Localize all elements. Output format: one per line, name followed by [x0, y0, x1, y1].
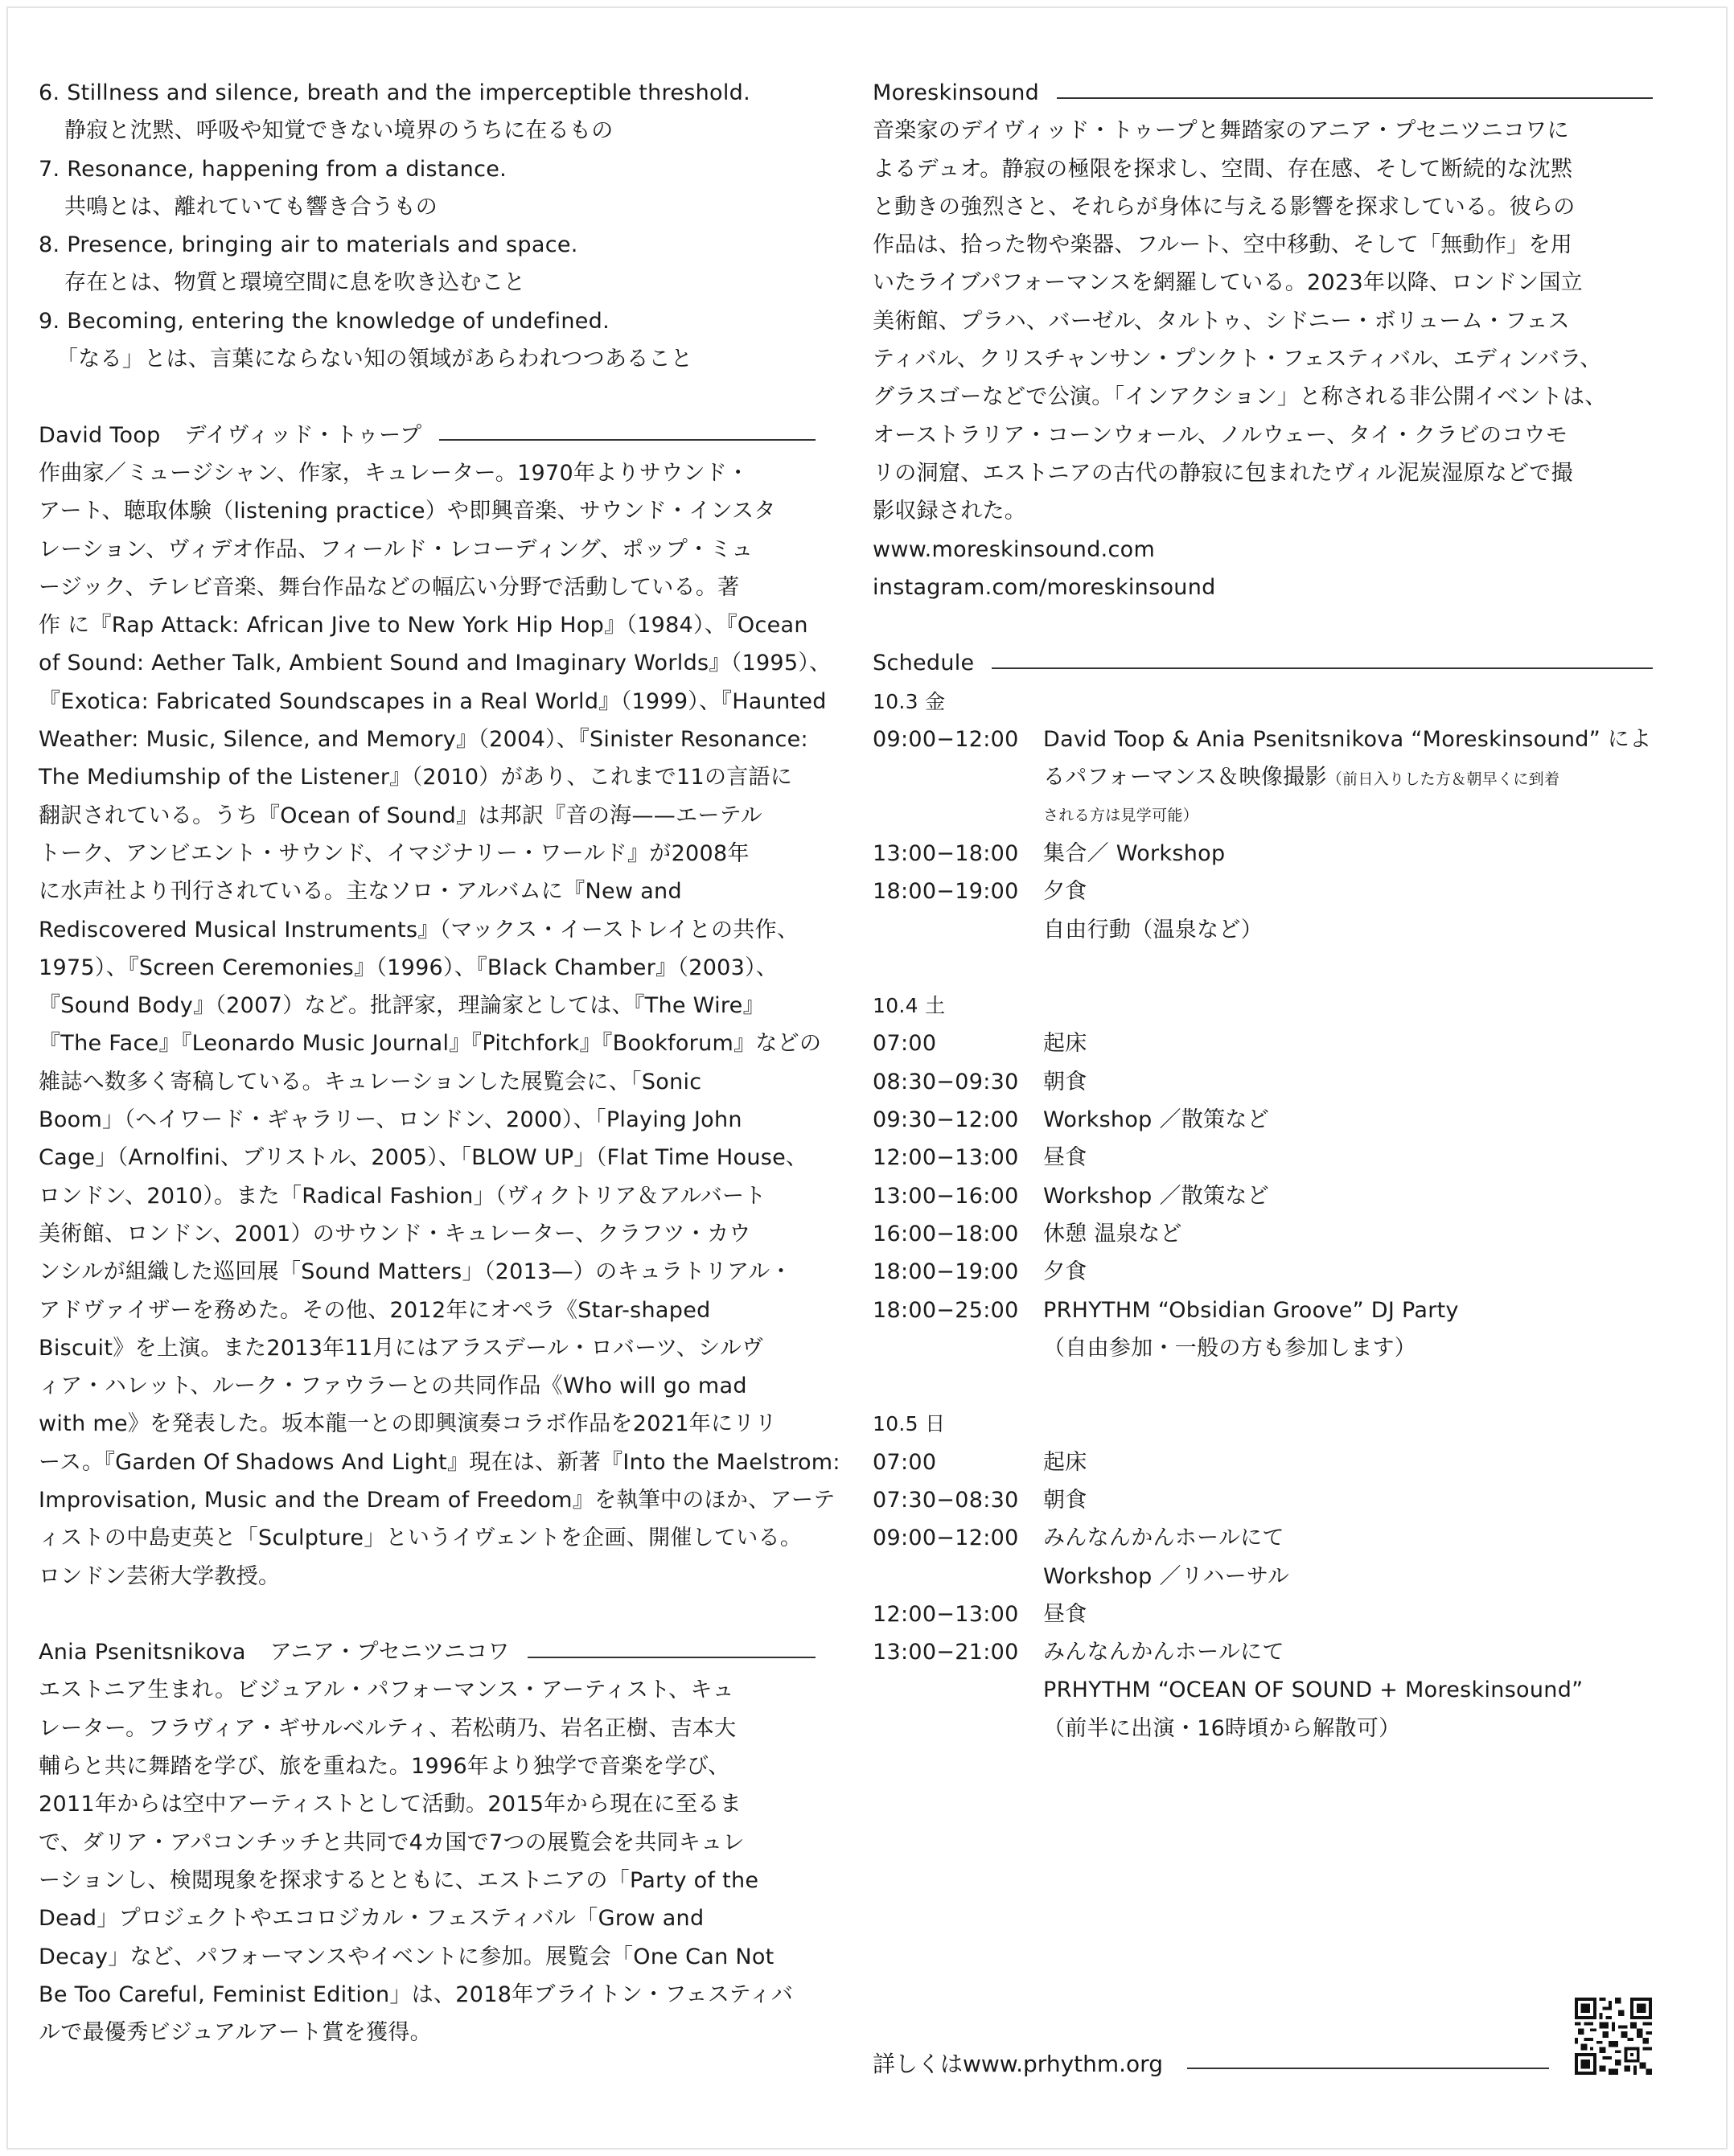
text-line: 『The Face』『Leonardo Music Journal』『Pitchfork』『Bookforum』などの: [39, 1031, 822, 1057]
text-line: 美術館、ロンドン、2001）のサウンド・キュレーター、クラフツ・カウ: [39, 1221, 751, 1246]
text-line: アドヴァイザーを務めた。その他、2012年にオペラ《Star-shaped: [39, 1297, 711, 1323]
text-line: Improvisation, Music and the Dream of Freedom』を執筆中のほか、アーテ: [39, 1487, 836, 1513]
text-line: ージック、テレビ音楽、舞台作品などの幅広い分野で活動している。著: [39, 574, 740, 600]
schedule-desc: 夕食: [1043, 1259, 1087, 1285]
ania-name-en: Ania Psenitsnikova: [39, 1640, 246, 1665]
schedule-time: 07:00: [873, 1449, 937, 1475]
schedule-time: 08:30−09:30: [873, 1069, 1019, 1094]
schedule-heading: [873, 644, 1653, 682]
text-line: と動きの強烈さと、それらが身体に与える影響を探求している。彼らの: [873, 194, 1576, 220]
schedule-time: 09:30−12:00: [873, 1107, 1019, 1133]
schedule-desc: 自由行動（温泉など）: [1043, 917, 1263, 942]
text-line: ース。『Garden Of Shadows And Light』現在は、新著『Into the Maelstrom:: [39, 1449, 840, 1475]
moreskinsound-heading: [873, 74, 1653, 112]
schedule-row-cont: [873, 1329, 1653, 1367]
text-line: エストニア生まれ。ビジュアル・パフォーマンス・アーティスト、キュ: [39, 1678, 734, 1703]
heading-rule: [528, 1657, 816, 1658]
moreskinsound-description: [873, 112, 1653, 530]
moreskinsound-website-link[interactable]: www.moreskinsound.com: [873, 536, 1156, 562]
text-line: に水声社より刊行されている。主なソロ・アルバムに『New and: [39, 879, 682, 905]
schedule-desc: PRHYTHM “Obsidian Groove” DJ Party: [1043, 1297, 1459, 1323]
text-line: 音楽家のデイヴィッド・トゥープと舞踏家のアニア・プセニツニコワに: [873, 118, 1569, 144]
schedule-time: 13:00−21:00: [873, 1640, 1019, 1665]
schedule-row-cont: [873, 911, 1653, 949]
footer-link[interactable]: 詳しくはwww.prhythm.org: [873, 2051, 1163, 2077]
ania-name-jp: アニア・プセニツニコワ: [269, 1640, 510, 1665]
schedule-row-cont: [873, 797, 1653, 835]
text-line: ンシルが組織した巡回展「Sound Matters」（2013—）のキュラトリアル・: [39, 1259, 792, 1285]
schedule-time: 18:00−19:00: [873, 1259, 1019, 1285]
text-line: レーター。フラヴィア・ギサルベルティ、若松萌乃、岩名正樹、吉本大: [39, 1715, 737, 1741]
schedule-time: 13:00−16:00: [873, 1183, 1019, 1209]
text-line: 作 に『Rap Attack: African Jive to New York Hip Hop』（1984）、『Ocean: [39, 613, 808, 639]
text-line: Dead」プロジェクトやエコロジカル・フェスティバル「Grow and: [39, 1906, 705, 1932]
heading-rule: [439, 439, 816, 441]
schedule-desc: 起床: [1043, 1031, 1087, 1057]
schedule-time: 09:00−12:00: [873, 1526, 1019, 1551]
schedule-time: 13:00−18:00: [873, 840, 1019, 866]
schedule-time: 12:00−13:00: [873, 1601, 1019, 1627]
schedule-row: [873, 1215, 1653, 1253]
text-line: Cage」（Arnolfini、ブリストル、2005）、「BLOW UP」（Flat Time House、: [39, 1145, 808, 1171]
schedule-desc: 昼食: [1043, 1601, 1087, 1627]
schedule-time: 18:00−19:00: [873, 879, 1019, 905]
schedule-desc: Workshop ／散策など: [1043, 1107, 1269, 1133]
schedule-desc: 休憩 温泉など: [1043, 1221, 1182, 1246]
schedule-row: [873, 1292, 1653, 1329]
footer-rule: [1187, 2068, 1549, 2069]
schedule-time: 09:00−12:00: [873, 727, 1019, 753]
schedule-row: [873, 873, 1653, 910]
schedule-time: 07:30−08:30: [873, 1487, 1019, 1513]
text-line: リの洞窟、エストニアの古代の静寂に包まれたヴィル泥炭湿原などで撮: [873, 460, 1573, 486]
day-label-10-3: 10.3 金: [873, 689, 946, 713]
schedule-row-cont: [873, 1710, 1653, 1747]
schedule-desc: 昼食: [1043, 1145, 1087, 1171]
heading-rule: [992, 667, 1653, 669]
schedule-row-cont: [873, 758, 1653, 796]
text-line: 作品は、拾った物や楽器、フルート、空中移動、そして「無動作」を用: [873, 232, 1573, 258]
principle-6-en: 6. Stillness and silence, breath and the imperceptible threshold.: [39, 80, 750, 105]
moreskinsound-instagram-link[interactable]: instagram.com/moreskinsound: [873, 574, 1216, 600]
text-line: 『Sound Body』（2007）など。批評家，理論家としては、『The Wire』: [39, 993, 765, 1019]
text-line: 作曲家／ミュージシャン、作家，キュレーター。1970年よりサウンド・: [39, 460, 750, 486]
schedule-desc: David Toop & Ania Psenitsnikova “Moreskinsound” によ: [1043, 727, 1652, 753]
footer: [873, 2047, 1596, 2079]
text-line: ーションし、検閲現象を探求するとともに、エストニアの「Party of the: [39, 1867, 759, 1893]
schedule-note: （前日入りした方＆朝早くに到着: [1326, 770, 1560, 789]
principle-9-jp: 「なる」とは、言葉にならない知の領域があらわれつつあること: [56, 347, 693, 372]
text-line: ティバル、クリスチャンサン・プンクト・フェスティバル、エディンバラ、: [873, 347, 1602, 372]
text-line: Rediscovered Musical Instruments』（マックス・イーストレイとの共作、: [39, 917, 799, 942]
moreskinsound-title: Moreskinsound: [873, 80, 1040, 105]
schedule-desc: Workshop ／散策など: [1043, 1183, 1269, 1209]
text-line: ルで最優秀ビジュアルアート賞を獲得。: [39, 2020, 432, 2046]
schedule-row: [873, 1253, 1653, 1291]
text-line: Be Too Careful, Feminist Edition」は、2018年ブライトン・フェスティバ: [39, 1981, 794, 2007]
principle-6-jp: 静寂と沈黙、呼吸や知覚できない境界のうちに在るもの: [64, 118, 614, 144]
schedule-desc: PRHYTHM “OCEAN OF SOUND + Moreskinsound”: [1043, 1678, 1584, 1703]
text-line: ィア・ハレット、ルーク・ファウラーとの共同作品《Who will go mad: [39, 1374, 747, 1399]
schedule-row: [873, 1595, 1653, 1633]
schedule-row: [873, 1101, 1653, 1139]
text-line: トーク、アンビエント・サウンド、イマジナリー・ワールド』が2008年: [39, 840, 750, 866]
schedule-row: [873, 721, 1653, 758]
schedule-row: [873, 835, 1653, 873]
schedule-desc: （自由参加・一般の方も参加します）: [1043, 1335, 1417, 1361]
schedule-time: 16:00−18:00: [873, 1221, 1019, 1246]
ania-bio: [39, 1671, 816, 2051]
schedule-time: 18:00−25:00: [873, 1297, 1019, 1323]
day2-rows: [873, 1025, 1653, 1329]
text-line: Decay」など、パフォーマンスやイベントに参加。展覧会「One Can Not: [39, 1944, 775, 1969]
heading-rule: [1057, 97, 1653, 99]
text-line: 1975）、『Screen Ceremonies』（1996）、『Black Chamber』（2003）、: [39, 955, 779, 980]
principle-7-en: 7. Resonance, happening from a distance.: [39, 156, 507, 182]
qr-code-icon[interactable]: [1575, 1998, 1652, 2075]
schedule-row: [873, 1519, 1653, 1557]
right-column: [873, 74, 1653, 1747]
schedule-row: [873, 1633, 1653, 1671]
david-toop-heading: [39, 417, 816, 454]
text-line: で、ダリア・アパコンチッチと共同で4カ国で7つの展覧会を共同キュレ: [39, 1830, 745, 1855]
text-line: with me》を発表した。坂本龍一との即興演奏コラボ作品を2021年にリリ: [39, 1411, 777, 1437]
schedule-desc: 起床: [1043, 1449, 1087, 1475]
schedule-title: Schedule: [873, 651, 975, 676]
text-line: of Sound: Aether Talk, Ambient Sound and Imaginary Worlds』（1995）、: [39, 651, 832, 676]
day-label-10-5: 10.5 日: [873, 1412, 946, 1436]
schedule-desc: みんなんかんホールにて: [1043, 1526, 1284, 1551]
text-line: グラスゴーなどで公演。「インアクション」と称される非公開イベントは、: [873, 384, 1607, 410]
principle-7-jp: 共鳴とは、離れていても響き合うもの: [64, 194, 438, 220]
text-line: ィストの中島吏英と「Sculpture」というイヴェントを企画、開催している。: [39, 1526, 803, 1551]
schedule-row-cont: [873, 1671, 1653, 1709]
text-line: いたライブパフォーマンスを網羅している。2023年以降、ロンドン国立: [873, 270, 1583, 296]
david-name-en: David Toop: [39, 422, 161, 448]
text-line: 雑誌へ数多く寄稿している。キュレーションした展覧会に、「Sonic: [39, 1069, 702, 1094]
schedule-desc: 朝食: [1043, 1069, 1087, 1094]
schedule-desc: るパフォーマンス＆映像撮影: [1043, 765, 1327, 791]
principle-8-en: 8. Presence, bringing air to materials and space.: [39, 232, 578, 258]
david-name-jp: デイヴィッド・トゥープ: [184, 422, 422, 448]
schedule-note: される方は見学可能）: [1043, 806, 1199, 824]
day-label-10-4: 10.4 土: [873, 994, 946, 1018]
text-line: 輔らと共に舞踏を学び、旅を重ねた。1996年より独学で音楽を学び、: [39, 1754, 730, 1780]
schedule-row-cont: [873, 1558, 1653, 1595]
schedule-desc: みんなんかんホールにて: [1043, 1640, 1284, 1665]
schedule-desc: Workshop ／リハーサル: [1043, 1563, 1290, 1589]
text-line: Boom」（ヘイワード・ギャラリー、ロンドン、2000）、「Playing John: [39, 1107, 742, 1133]
text-line: オーストラリア・コーンウォール、ノルウェー、タイ・クラビのコウモ: [873, 422, 1568, 448]
text-line: アート、聴取体験（listening practice）や即興音楽、サウンド・インスタ: [39, 499, 776, 524]
schedule-row: [873, 1139, 1653, 1177]
text-line: Weather: Music, Silence, and Memory』（2004）、『Sinister Resonance:: [39, 727, 808, 753]
text-line: ロンドン芸術大学教授。: [39, 1563, 281, 1589]
ania-heading: [39, 1633, 816, 1671]
text-line: Biscuit》を上演。また2013年11月にはアラスデール・ロバーツ、シルヴ: [39, 1335, 764, 1361]
principle-9-en: 9. Becoming, entering the knowledge of undefined.: [39, 308, 610, 334]
schedule-desc: 集合／ Workshop: [1043, 840, 1226, 866]
schedule-row: [873, 1025, 1653, 1062]
schedule-row: [873, 1481, 1653, 1519]
text-line: 翻訳されている。うち『Ocean of Sound』は邦訳『音の海——エーテル: [39, 803, 762, 828]
text-line: 美術館、プラハ、バーゼル、タルトゥ、シドニー・ボリューム・フェス: [873, 308, 1570, 334]
text-line: よるデュオ。静寂の極限を探求し、空間、存在感、そして断続的な沈黙: [873, 156, 1573, 182]
left-column: [39, 74, 840, 2051]
schedule-desc: 朝食: [1043, 1487, 1087, 1513]
schedule-row: [873, 1443, 1653, 1481]
schedule-row: [873, 1177, 1653, 1215]
text-line: The Mediumship of the Listener』（2010）があり、これまで11の言語に: [39, 765, 793, 791]
text-line: 『Exotica: Fabricated Soundscapes in a Real World』（1999）、『Haunted: [39, 688, 827, 714]
david-bio: [39, 454, 840, 1595]
schedule-desc: 夕食: [1043, 879, 1087, 905]
schedule-desc: （前半に出演・16時頃から解散可）: [1043, 1715, 1401, 1741]
text-line: レーション、ヴィデオ作品、フィールド・レコーディング、ポップ・ミュ: [39, 536, 754, 562]
schedule-time: 12:00−13:00: [873, 1145, 1019, 1171]
schedule-time: 07:00: [873, 1031, 937, 1057]
day3-rows: [873, 1443, 1653, 1558]
principle-8-jp: 存在とは、物質と環境空間に息を吹き込むこと: [64, 270, 526, 296]
schedule-row: [873, 1063, 1653, 1101]
text-line: 2011年からは空中アーティストとして活動。2015年から現在に至るま: [39, 1792, 742, 1817]
text-line: 影収録された。: [873, 499, 1027, 524]
text-line: ロンドン、2010）。また「Radical Fashion」（ヴィクトリア＆アルバート: [39, 1183, 766, 1209]
